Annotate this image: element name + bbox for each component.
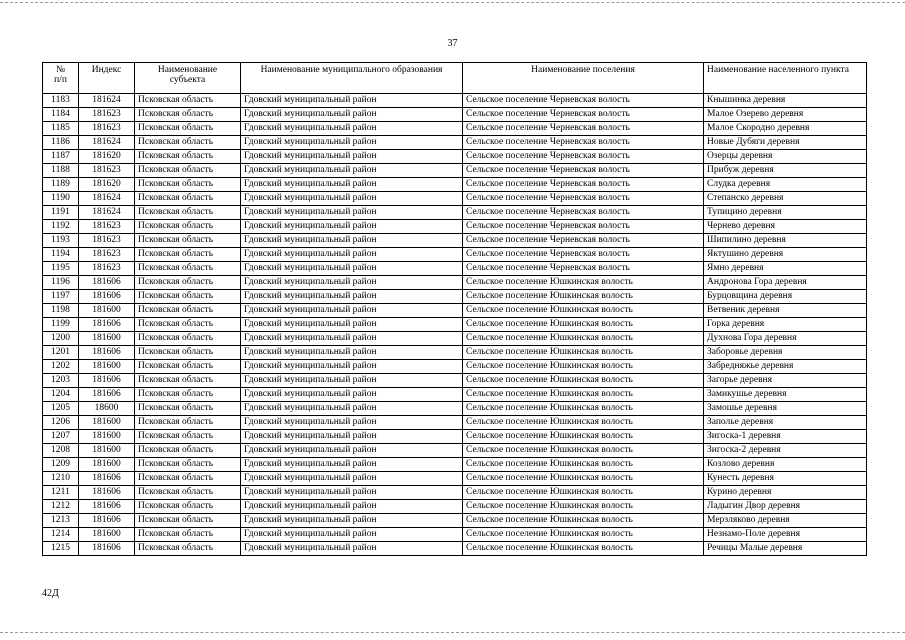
cell-subject: Псковская область <box>135 94 241 108</box>
cell-municipality: Гдовский муниципальный район <box>241 416 463 430</box>
cell-subject: Псковская область <box>135 444 241 458</box>
cell-subject: Псковская область <box>135 346 241 360</box>
cell-settlement: Сельское поселение Юшкинская волость <box>463 430 704 444</box>
cell-municipality: Гдовский муниципальный район <box>241 164 463 178</box>
cell-num: 1206 <box>43 416 79 430</box>
cell-municipality: Гдовский муниципальный район <box>241 472 463 486</box>
cell-index: 181620 <box>79 178 135 192</box>
cell-locality: Замикушье деревня <box>704 388 867 402</box>
cell-subject: Псковская область <box>135 388 241 402</box>
cell-municipality: Гдовский муниципальный район <box>241 388 463 402</box>
cell-index: 181606 <box>79 346 135 360</box>
cell-settlement: Сельское поселение Черневская волость <box>463 234 704 248</box>
cell-subject: Псковская область <box>135 514 241 528</box>
cell-num: 1194 <box>43 248 79 262</box>
cell-settlement: Сельское поселение Юшкинская волость <box>463 542 704 556</box>
header-num-line1: № <box>55 65 66 75</box>
cell-num: 1203 <box>43 374 79 388</box>
table-row <box>43 192 867 206</box>
cell-index: 181606 <box>79 318 135 332</box>
cell-num: 1214 <box>43 528 79 542</box>
cell-num: 1197 <box>43 290 79 304</box>
cell-settlement: Сельское поселение Юшкинская волость <box>463 500 704 514</box>
cell-locality: Мерзляково деревня <box>704 514 867 528</box>
cell-locality: Слудка деревня <box>704 178 867 192</box>
cell-num: 1200 <box>43 332 79 346</box>
cell-settlement: Сельское поселение Юшкинская волость <box>463 402 704 416</box>
localities-table <box>42 62 867 556</box>
cell-settlement: Сельское поселение Юшкинская волость <box>463 486 704 500</box>
header-index: Индекс <box>79 63 135 94</box>
table-row <box>43 136 867 150</box>
cell-index: 181606 <box>79 486 135 500</box>
cell-locality: Ямно деревня <box>704 262 867 276</box>
cell-locality: Незнамо-Поле деревня <box>704 528 867 542</box>
cell-index: 18600 <box>79 402 135 416</box>
cell-num: 1205 <box>43 402 79 416</box>
cell-settlement: Сельское поселение Черневская волость <box>463 248 704 262</box>
table-row <box>43 122 867 136</box>
table-row <box>43 290 867 304</box>
cell-settlement: Сельское поселение Черневская волость <box>463 262 704 276</box>
cell-index: 181623 <box>79 122 135 136</box>
cell-num: 1209 <box>43 458 79 472</box>
cell-subject: Псковская область <box>135 332 241 346</box>
cell-num: 1184 <box>43 108 79 122</box>
cell-num: 1183 <box>43 94 79 108</box>
cell-subject: Псковская область <box>135 178 241 192</box>
cell-index: 181600 <box>79 360 135 374</box>
cell-subject: Псковская область <box>135 262 241 276</box>
cell-municipality: Гдовский муниципальный район <box>241 458 463 472</box>
cell-municipality: Гдовский муниципальный район <box>241 122 463 136</box>
table-row <box>43 304 867 318</box>
cell-num: 1186 <box>43 136 79 150</box>
cell-num: 1213 <box>43 514 79 528</box>
cell-num: 1211 <box>43 486 79 500</box>
cell-municipality: Гдовский муниципальный район <box>241 486 463 500</box>
cell-locality: Тупицино деревня <box>704 206 867 220</box>
cell-settlement: Сельское поселение Черневская волость <box>463 94 704 108</box>
table-body <box>43 94 867 556</box>
cell-index: 181620 <box>79 150 135 164</box>
table-row <box>43 150 867 164</box>
cell-locality: Замошье деревня <box>704 402 867 416</box>
cell-settlement: Сельское поселение Юшкинская волость <box>463 374 704 388</box>
table-row <box>43 444 867 458</box>
cell-index: 181606 <box>79 290 135 304</box>
cell-municipality: Гдовский муниципальный район <box>241 402 463 416</box>
table-row <box>43 402 867 416</box>
cell-locality: Прибуж деревня <box>704 164 867 178</box>
table-row <box>43 514 867 528</box>
table-row <box>43 472 867 486</box>
cell-settlement: Сельское поселение Юшкинская волость <box>463 290 704 304</box>
cell-locality: Шипилино деревня <box>704 234 867 248</box>
header-locality: Наименование населенного пункта <box>704 63 867 94</box>
cell-num: 1212 <box>43 500 79 514</box>
table-header-row <box>43 63 867 94</box>
cell-municipality: Гдовский муниципальный район <box>241 234 463 248</box>
cell-municipality: Гдовский муниципальный район <box>241 360 463 374</box>
cell-settlement: Сельское поселение Черневская волость <box>463 178 704 192</box>
cell-municipality: Гдовский муниципальный район <box>241 444 463 458</box>
cell-municipality: Гдовский муниципальный район <box>241 290 463 304</box>
cell-municipality: Гдовский муниципальный район <box>241 150 463 164</box>
cell-subject: Псковская область <box>135 164 241 178</box>
cell-locality: Яктушино деревня <box>704 248 867 262</box>
cell-index: 181600 <box>79 416 135 430</box>
cell-settlement: Сельское поселение Юшкинская волость <box>463 444 704 458</box>
cell-subject: Псковская область <box>135 248 241 262</box>
cell-num: 1215 <box>43 542 79 556</box>
cell-locality: Курино деревня <box>704 486 867 500</box>
cell-num: 1189 <box>43 178 79 192</box>
cell-settlement: Сельское поселение Юшкинская волость <box>463 276 704 290</box>
cell-subject: Псковская область <box>135 220 241 234</box>
cell-num: 1195 <box>43 262 79 276</box>
cell-num: 1202 <box>43 360 79 374</box>
table-row <box>43 416 867 430</box>
cell-settlement: Сельское поселение Юшкинская волость <box>463 388 704 402</box>
cell-municipality: Гдовский муниципальный район <box>241 374 463 388</box>
table-row <box>43 94 867 108</box>
table-row <box>43 220 867 234</box>
cell-municipality: Гдовский муниципальный район <box>241 262 463 276</box>
cell-index: 181606 <box>79 500 135 514</box>
cell-locality: Чернево деревня <box>704 220 867 234</box>
table-row <box>43 234 867 248</box>
cell-index: 181623 <box>79 108 135 122</box>
cell-settlement: Сельское поселение Юшкинская волость <box>463 528 704 542</box>
cell-locality: Козлово деревня <box>704 458 867 472</box>
table-row <box>43 164 867 178</box>
cell-settlement: Сельское поселение Черневская волость <box>463 136 704 150</box>
cell-municipality: Гдовский муниципальный район <box>241 136 463 150</box>
cell-locality: Загорье деревня <box>704 374 867 388</box>
cell-municipality: Гдовский муниципальный район <box>241 304 463 318</box>
table-row <box>43 346 867 360</box>
cell-index: 181606 <box>79 472 135 486</box>
cell-municipality: Гдовский муниципальный район <box>241 178 463 192</box>
cell-index: 181600 <box>79 332 135 346</box>
cell-num: 1208 <box>43 444 79 458</box>
cell-subject: Псковская область <box>135 528 241 542</box>
table-row <box>43 374 867 388</box>
cell-num: 1199 <box>43 318 79 332</box>
header-subject-line1: Наименование <box>157 65 218 75</box>
table-row <box>43 458 867 472</box>
cell-num: 1210 <box>43 472 79 486</box>
cell-subject: Псковская область <box>135 192 241 206</box>
cell-index: 181606 <box>79 542 135 556</box>
table-row <box>43 318 867 332</box>
table-row <box>43 542 867 556</box>
table-row <box>43 248 867 262</box>
cell-index: 181624 <box>79 192 135 206</box>
cell-municipality: Гдовский муниципальный район <box>241 430 463 444</box>
table-row <box>43 528 867 542</box>
cell-locality: Озерцы деревня <box>704 150 867 164</box>
cell-locality: Малое Озерево деревня <box>704 108 867 122</box>
cell-municipality: Гдовский муниципальный район <box>241 514 463 528</box>
cell-locality: Бурцовщина деревня <box>704 290 867 304</box>
cell-locality: Андронова Гора деревня <box>704 276 867 290</box>
cell-index: 181623 <box>79 220 135 234</box>
header-settlement: Наименование поселения <box>463 63 704 94</box>
cell-index: 181606 <box>79 374 135 388</box>
cell-subject: Псковская область <box>135 472 241 486</box>
cell-settlement: Сельское поселение Черневская волость <box>463 206 704 220</box>
cell-locality: Зигоска-1 деревня <box>704 430 867 444</box>
cell-index: 181623 <box>79 164 135 178</box>
cell-locality: Духнова Гора деревня <box>704 332 867 346</box>
cell-locality: Новые Дубяги деревня <box>704 136 867 150</box>
footer-code: 42Д <box>42 588 59 599</box>
scan-edge-bottom <box>0 632 905 633</box>
cell-num: 1196 <box>43 276 79 290</box>
cell-num: 1190 <box>43 192 79 206</box>
cell-municipality: Гдовский муниципальный район <box>241 542 463 556</box>
cell-subject: Псковская область <box>135 290 241 304</box>
header-num-line2: п/п <box>54 75 67 85</box>
cell-settlement: Сельское поселение Черневская волость <box>463 164 704 178</box>
cell-locality: Кнышинка деревня <box>704 94 867 108</box>
table-row <box>43 486 867 500</box>
cell-settlement: Сельское поселение Юшкинская волость <box>463 416 704 430</box>
header-num <box>43 63 79 94</box>
cell-settlement: Сельское поселение Юшкинская волость <box>463 360 704 374</box>
table-row <box>43 178 867 192</box>
cell-locality: Ладыгин Двор деревня <box>704 500 867 514</box>
cell-municipality: Гдовский муниципальный район <box>241 220 463 234</box>
table-row <box>43 262 867 276</box>
cell-subject: Псковская область <box>135 374 241 388</box>
cell-subject: Псковская область <box>135 430 241 444</box>
cell-subject: Псковская область <box>135 500 241 514</box>
cell-subject: Псковская область <box>135 234 241 248</box>
cell-subject: Псковская область <box>135 206 241 220</box>
cell-locality: Заполье деревня <box>704 416 867 430</box>
cell-municipality: Гдовский муниципальный район <box>241 332 463 346</box>
cell-index: 181606 <box>79 514 135 528</box>
table-row <box>43 206 867 220</box>
table-row <box>43 388 867 402</box>
table-row <box>43 276 867 290</box>
cell-settlement: Сельское поселение Юшкинская волость <box>463 318 704 332</box>
cell-settlement: Сельское поселение Юшкинская волость <box>463 514 704 528</box>
header-subject <box>135 63 241 94</box>
cell-num: 1187 <box>43 150 79 164</box>
scan-edge-top <box>0 2 905 3</box>
cell-municipality: Гдовский муниципальный район <box>241 346 463 360</box>
cell-num: 1185 <box>43 122 79 136</box>
cell-subject: Псковская область <box>135 276 241 290</box>
cell-subject: Псковская область <box>135 360 241 374</box>
page-number: 37 <box>447 38 458 49</box>
cell-municipality: Гдовский муниципальный район <box>241 528 463 542</box>
cell-locality: Речицы Малые деревня <box>704 542 867 556</box>
cell-index: 181600 <box>79 528 135 542</box>
cell-num: 1191 <box>43 206 79 220</box>
cell-index: 181624 <box>79 136 135 150</box>
cell-municipality: Гдовский муниципальный район <box>241 248 463 262</box>
cell-settlement: Сельское поселение Черневская волость <box>463 150 704 164</box>
cell-municipality: Гдовский муниципальный район <box>241 192 463 206</box>
cell-num: 1201 <box>43 346 79 360</box>
cell-index: 181600 <box>79 458 135 472</box>
cell-index: 181600 <box>79 430 135 444</box>
cell-subject: Псковская область <box>135 122 241 136</box>
cell-municipality: Гдовский муниципальный район <box>241 318 463 332</box>
cell-index: 181606 <box>79 276 135 290</box>
cell-subject: Псковская область <box>135 108 241 122</box>
cell-num: 1188 <box>43 164 79 178</box>
cell-index: 181623 <box>79 262 135 276</box>
cell-settlement: Сельское поселение Юшкинская волость <box>463 304 704 318</box>
cell-municipality: Гдовский муниципальный район <box>241 276 463 290</box>
cell-index: 181600 <box>79 444 135 458</box>
header-municipality: Наименование муниципального образования <box>241 63 463 94</box>
cell-municipality: Гдовский муниципальный район <box>241 108 463 122</box>
table-row <box>43 108 867 122</box>
cell-locality: Зигоска-2 деревня <box>704 444 867 458</box>
cell-settlement: Сельское поселение Юшкинская волость <box>463 332 704 346</box>
cell-locality: Ветвеник деревня <box>704 304 867 318</box>
cell-subject: Псковская область <box>135 542 241 556</box>
cell-settlement: Сельское поселение Черневская волость <box>463 192 704 206</box>
cell-locality: Горка деревня <box>704 318 867 332</box>
cell-settlement: Сельское поселение Черневская волость <box>463 122 704 136</box>
cell-num: 1207 <box>43 430 79 444</box>
cell-municipality: Гдовский муниципальный район <box>241 206 463 220</box>
table-row <box>43 360 867 374</box>
cell-locality: Забредняжье деревня <box>704 360 867 374</box>
cell-settlement: Сельское поселение Юшкинская волость <box>463 346 704 360</box>
cell-settlement: Сельское поселение Черневская волость <box>463 108 704 122</box>
table-row <box>43 332 867 346</box>
cell-municipality: Гдовский муниципальный район <box>241 94 463 108</box>
header-subject-line2: субъекта <box>169 75 206 85</box>
cell-subject: Псковская область <box>135 136 241 150</box>
cell-settlement: Сельское поселение Черневская волость <box>463 220 704 234</box>
cell-settlement: Сельское поселение Юшкинская волость <box>463 458 704 472</box>
cell-index: 181624 <box>79 206 135 220</box>
cell-subject: Псковская область <box>135 458 241 472</box>
cell-index: 181624 <box>79 94 135 108</box>
cell-index: 181623 <box>79 248 135 262</box>
cell-subject: Псковская область <box>135 150 241 164</box>
cell-num: 1192 <box>43 220 79 234</box>
cell-locality: Степанско деревня <box>704 192 867 206</box>
cell-index: 181606 <box>79 388 135 402</box>
cell-subject: Псковская область <box>135 318 241 332</box>
cell-num: 1193 <box>43 234 79 248</box>
cell-settlement: Сельское поселение Юшкинская волость <box>463 472 704 486</box>
cell-index: 181623 <box>79 234 135 248</box>
cell-num: 1204 <box>43 388 79 402</box>
table-row <box>43 430 867 444</box>
cell-subject: Псковская область <box>135 402 241 416</box>
cell-municipality: Гдовский муниципальный район <box>241 500 463 514</box>
cell-subject: Псковская область <box>135 304 241 318</box>
cell-subject: Псковская область <box>135 486 241 500</box>
cell-num: 1198 <box>43 304 79 318</box>
cell-locality: Кунесть деревня <box>704 472 867 486</box>
cell-index: 181600 <box>79 304 135 318</box>
cell-subject: Псковская область <box>135 416 241 430</box>
cell-locality: Малое Скородно деревня <box>704 122 867 136</box>
cell-locality: Заборовье деревня <box>704 346 867 360</box>
table-row <box>43 500 867 514</box>
